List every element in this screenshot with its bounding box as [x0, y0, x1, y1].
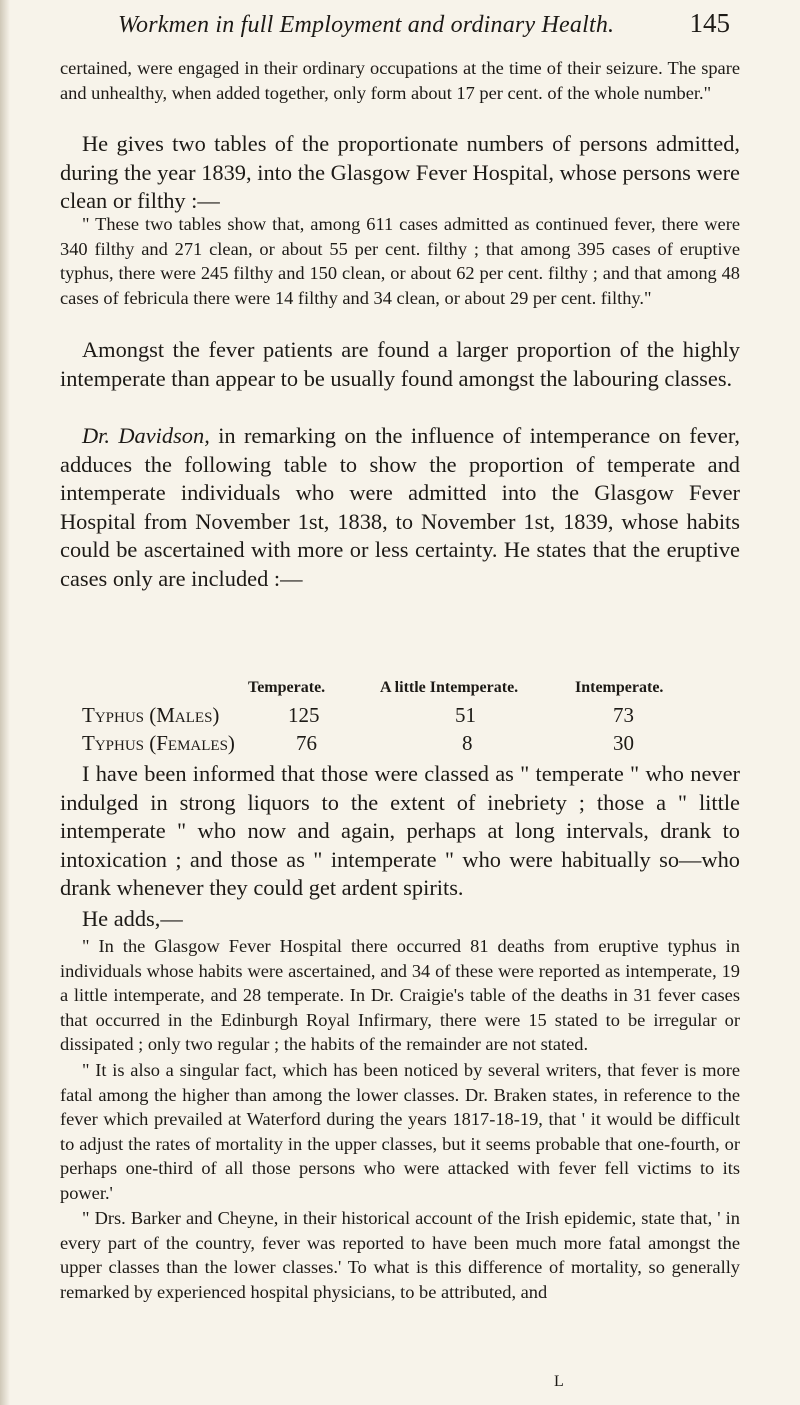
- row-label: Typhus (Females): [82, 731, 235, 755]
- page-gutter-shadow: [0, 0, 10, 1405]
- signature-mark: L: [554, 1373, 564, 1390]
- paragraph-davidson-text: in remarking on the influence of intemperance on fever, adduces the following table to show the proportion of temperate and intemperate individuals who were admitted into the Glasgow Fever Hospital from November 1st, 1838, to November 1st, 1839, whose habits could be ascertained with more or less certainty. He states that the eruptive cases only are included :—: [60, 423, 740, 591]
- cell-intemperate: 30: [613, 731, 634, 755]
- paragraph-intemperance: Amongst the fever patients are found a larger proportion of the highly intemperate than appear to be usually found amongst the labouring classes.: [60, 337, 740, 391]
- quote-continuation: certained, were engaged in their ordinary occupations at the time of their seizure. The spare and unhealthy, when added together, only form about 17 per cent. of the whole number.": [60, 58, 740, 103]
- cell-little-intemperate: 8: [462, 731, 473, 755]
- page-header: [118, 8, 730, 52]
- paragraph-he-adds: He adds,—: [82, 906, 183, 931]
- quote-mortality-classes: " It is also a singular fact, which has been noticed by several writers, that fever is more fatal among the higher than among the lower classes. Dr. Braken states, in reference to the fever which prevailed at Waterford during the years 1817-18-19, that ' it would be difficult to adjust the rates of mortality in the upper classes, but it seems probable that one-fourth, or perhaps one-third of all those persons who were attacked with fever fell victims to its power.': [60, 1060, 740, 1203]
- paragraph-davidson: [60, 422, 740, 594]
- column-header-temperate: Temperate.: [248, 679, 326, 696]
- cell-little-intemperate: 51: [455, 703, 476, 727]
- table-row: [60, 731, 740, 759]
- paragraph-tables-intro: He gives two tables of the proportionate numbers of persons admitted, during the year 1839, into the Glasgow Fever Hospital, whose persons were clean or filthy :—: [60, 131, 740, 214]
- table-header-row: [60, 679, 740, 703]
- quote-filth-statistics: " These two tables show that, among 611 cases admitted as continued fever, there were 340 filthy and 271 clean, or about 55 per cent. filthy ; that among 395 cases of eruptive typhus, there were 245 filthy and 150 clean, or about 62 per cent. filthy ; and that among 48 cases of febricula there were 14 filthy and 34 clean, or about 29 per cent. filthy.": [60, 214, 740, 308]
- page-number: 145: [689, 8, 730, 38]
- table-row: [60, 703, 740, 731]
- running-head: Workmen in full Employment and ordinary Health.: [118, 12, 615, 38]
- column-header-intemperate: Intemperate.: [575, 679, 664, 696]
- quote-deaths: " In the Glasgow Fever Hospital there occurred 81 deaths from eruptive typhus in individuals whose habits were ascertained, and 34 of these were reported as intemperate, 19 a little intemperate, and 28 temperate. In Dr. Craigie's table of the deaths in 31 fever cases that occurred in the Edinburgh Royal Infirmary, there were 15 stated to be irregular or dissipated ; only two regular ; the habits of the remainder are not stated.: [60, 936, 740, 1055]
- author-name: Dr. Davidson,: [82, 423, 210, 448]
- column-header-little-intemperate: A little Intemperate.: [380, 679, 519, 696]
- cell-intemperate: 73: [613, 703, 634, 727]
- row-label: Typhus (Males): [82, 703, 220, 727]
- paragraph-classification: I have been informed that those were classed as " temperate " who never indulged in strong liquors to the extent of inebriety ; those a " little intemperate " who now and again, perhaps at long intervals, drank to intoxication ; and those as " intemperate " who were habitually so—who drank whenever they could get ardent spirits.: [60, 761, 740, 901]
- quote-barker-cheyne: " Drs. Barker and Cheyne, in their historical account of the Irish epidemic, state that, ' in every part of the country, fever was reported to have been much more fatal amongst the upper classes than the lower classes.' To what is this difference of mortality, so generally remarked by experienced hospital physicians, to be attributed, and: [60, 1208, 740, 1302]
- cell-temperate: 76: [296, 731, 317, 755]
- cell-temperate: 125: [288, 703, 320, 727]
- intemperance-table: [60, 679, 740, 759]
